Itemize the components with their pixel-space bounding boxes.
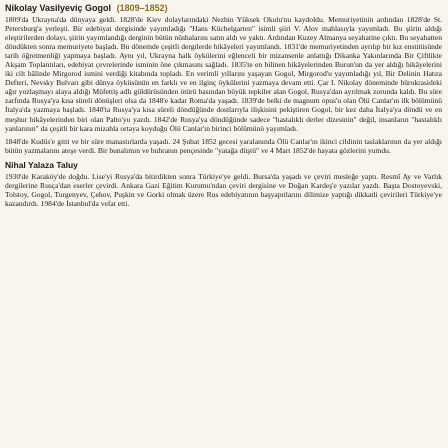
author-bio-paragraph-2: 1848'de Kudüs'e gitti ve bir süre manastırlarda yaşadı. 24 Şubat 1852 gecesi yaralanında Ölü Canlar'ın ikinci cildinin taslaklarının da yer aldığı bütün yazmalarını ateşe verdi. Bir bunalımın ve buhranın pençesinde "yatağa düştü" ve 4 Mart 1852'de hayata gözlerini yumdu. — [5, 136, 442, 155]
author-heading — [5, 3, 442, 14]
translator-bio: 1930'de Karaköy'de doğdu. Lise'yi Rusya'da bitirdikten sonra Türkiye'ye geldi. Bursa'da yaşadı ve çeviri mesleğe yaptı. Resmî Ay ve Varlık dergilerine Rusça'dan eserler çevirdi. Ankara Gazi Eğitim Kurumu'ndan çeviri dergisine ve Doğan Kardeş'e yazılar yazdı. Başta Dostoyevski, Tolstoy, Gogol, Turgenyev, Çehov, Puşkin ve Gorki olmak üzere Rus edebiyatının başyapıtlarını dilimize yaptığı dikkatli çevirileri Türkiye'ye kazandırdı. 1984'de İstanbul'da vefat etti. — [5, 171, 442, 208]
translator-heading: Nihal Yalaza Taluy — [5, 159, 78, 170]
author-name: Nikolay Vasilyeviç Gogol — [5, 3, 112, 13]
author-bio-paragraph-1: 1809'da Ukrayna'da dünyaya geldi. 1828'de Kiev dolaylarındaki Nezhin Yüksek Okulu'nu kaydoldu. Memuriyetinin ardından 1828'de St. Petersburg'a yerleşti. Bir edebiyat dergisinde yayımladığı "Hans Küchelgarten" isimli şiiri V. Alov mahlasıyla yayımladı. Bu şiirin aldığı eleştirilerden dolayı, şiirin yayımlandığı derginin bütün nüshalarını satın aldı ve yaktı. Ardından Kuzey Almanya seyahatine çıktı. Bu seyahatten döndükten sonra memuriyete başladı. Bu dönemde çeşitli dergilerde hikâyeleri yayımlandı. 1831'de memuriyetinden ayrılıp bir kız enstitüsünde tarih öğretmenliği yapmaya başladı. Aynı yıl, Ukrayna halk öykülerini eğlenceli bir mizansenle anlattığı Dikanka Yakınlarında Bir Çiftlikte Akşam Toplantıları, edebiyat çevrelerinde isminin öne çıkmasını sağladı. 1835'te en bilinen hikâyelerinden Burun'un da yer aldığı hikâyelerini iki cilt hâlinde Mirgorod ismini verdiği kitabında topladı. En verimli yıllarını yaşayan Gogol, Mirgorod'u yayımladığı yıl, Bir Delinin Hatıra Defteri, Nevsky Bulvarı gibi dünya öyküsünün en farklı ve en ilginç öykülerini yazmaya devam etti. Çar I. Nikolay döneminde bürokrasideki ağır yozlaşmayı alaya aldığı Müfettiş adlı güldürüsünden ötürü basından büyük tepkiler alan Gogol, Rusya'dan ayrılmak zorunda kaldı. Bu süre zarfında Rusya'ya kısa süreli dönüşleri olsa da 1848'e kadar Roma'da yaşadı. 1839'de belki de magnum opus'u olan Ölü Canlar'ın ilk bölümünü İtalya'da yazmaya başladı. 1840'ta Rusya'ya kısa süreli döndüğünde dostlarıyla ilişkisini pekiştiren Gogol, bir kez daha İtalya'ya döndü ve en meşhur hikâyelerinden biri olan Palto'yu yazdı. 1842'de Rusya'ya döndüğünde sadece "hastalıklı derler dizesinin" değil, insanların "hastalıklı yanlarının" da çeşitli bir kara mizahla ortaya koyduğu Ölü Canlar'ın birinci bölümünü yayımladı. — [5, 15, 442, 133]
author-dates: (1809–1852) — [116, 3, 168, 13]
